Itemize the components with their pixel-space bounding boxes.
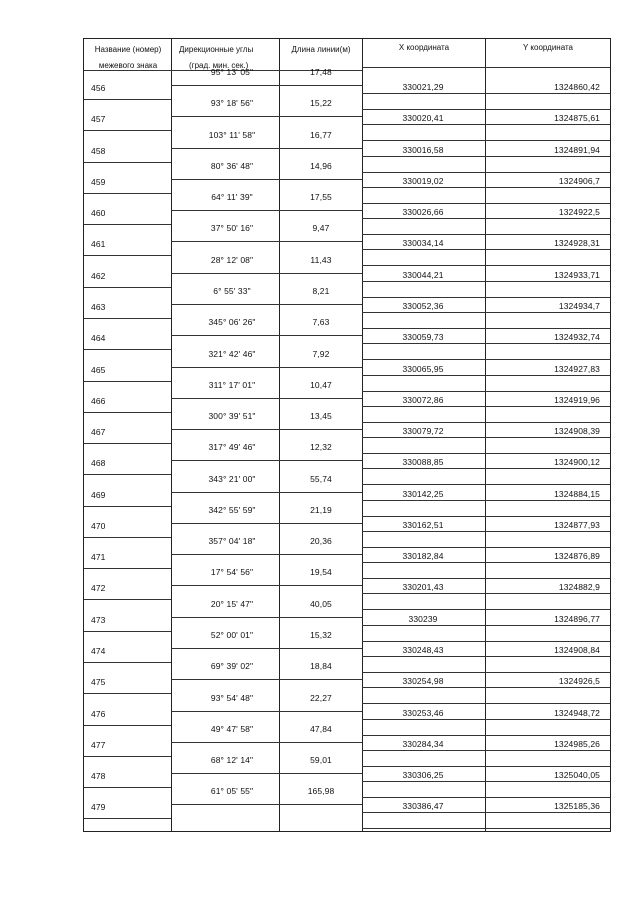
point-underline: [362, 422, 610, 423]
point-underline: [84, 162, 171, 163]
point-name: 474: [91, 646, 106, 657]
header-name-line1: Название (номер): [94, 45, 162, 54]
point-underline: [362, 750, 610, 751]
point-y: 1324891,94: [554, 144, 600, 155]
segment-length: 14,96: [310, 160, 332, 171]
point-name: 468: [91, 458, 106, 469]
point-x: 330182,84: [402, 551, 444, 562]
segment-length: 22,27: [310, 692, 332, 703]
boundary-coordinates-table: [83, 38, 611, 832]
segment-length: 47,84: [310, 723, 332, 734]
segment-length: 13,45: [310, 411, 332, 422]
point-underline: [362, 531, 610, 532]
segment-underline: [279, 554, 362, 555]
segment-length: 21,19: [310, 504, 332, 515]
point-x: 330026,66: [402, 207, 444, 218]
point-underline: [84, 193, 171, 194]
segment-underline: [279, 585, 362, 586]
point-underline: [362, 93, 610, 94]
segment-length: 9,47: [312, 223, 330, 234]
segment-underline: [279, 116, 362, 117]
point-underline: [362, 766, 610, 767]
point-underline: [362, 140, 610, 141]
point-underline: [362, 812, 610, 813]
point-x: 330142,25: [402, 488, 444, 499]
segment-underline: [171, 367, 279, 368]
point-name: 456: [91, 83, 106, 93]
point-y: 1324875,61: [554, 113, 600, 124]
point-x: 330201,43: [402, 582, 444, 593]
point-y: 1324934,7: [558, 300, 600, 311]
point-underline: [362, 359, 610, 360]
point-underline: [84, 756, 171, 757]
point-underline: [84, 99, 171, 100]
segment-underline: [279, 773, 362, 774]
segment-underline: [171, 273, 279, 274]
point-y: 1324876,89: [554, 551, 600, 562]
point-x: 330059,73: [402, 332, 444, 343]
point-underline: [362, 547, 610, 548]
segment-length: 8,21: [312, 285, 330, 296]
point-underline: [362, 656, 610, 657]
segment-underline: [279, 429, 362, 430]
point-name: 467: [91, 427, 106, 438]
segment-underline: [279, 492, 362, 493]
point-x: 330044,21: [402, 269, 444, 280]
segment-angle: 345° 06' 26": [208, 317, 256, 328]
segment-underline: [279, 460, 362, 461]
segment-length: 20,36: [310, 536, 332, 547]
column-divider: [485, 39, 486, 831]
point-underline: [84, 130, 171, 131]
segment-angle: 357° 04' 18": [208, 536, 256, 547]
point-underline: [362, 797, 610, 798]
segment-underline: [279, 398, 362, 399]
point-underline: [84, 287, 171, 288]
point-y: 1325040,05: [554, 770, 600, 781]
point-underline: [362, 593, 610, 594]
point-underline: [362, 828, 610, 829]
point-underline: [84, 818, 171, 819]
point-underline: [362, 281, 610, 282]
point-y: 1324926,5: [558, 676, 600, 687]
point-underline: [84, 224, 171, 225]
point-underline: [362, 687, 610, 688]
segment-underline: [171, 148, 279, 149]
point-underline: [84, 693, 171, 694]
segment-underline: [279, 648, 362, 649]
point-underline: [84, 568, 171, 569]
point-y: 1324928,31: [554, 238, 600, 249]
point-name: 464: [91, 333, 106, 344]
point-underline: [84, 443, 171, 444]
segment-length: 59,01: [310, 755, 332, 766]
point-x: 330386,47: [402, 801, 444, 812]
segment-underline: [171, 617, 279, 618]
segment-underline: [171, 460, 279, 461]
segment-length: 40,05: [310, 598, 332, 609]
point-x: 330072,86: [402, 394, 444, 405]
segment-length: 7,92: [312, 348, 330, 359]
segment-length: 12,32: [310, 442, 332, 453]
segment-angle: 52° 00' 01": [210, 630, 254, 641]
segment-underline: [171, 742, 279, 743]
point-name: 463: [91, 301, 106, 312]
segment-angle: 68° 12' 14": [210, 755, 254, 766]
segment-underline: [171, 523, 279, 524]
point-underline: [362, 406, 610, 407]
segment-angle: 64° 11' 39": [211, 192, 253, 203]
header-name-line2: межевого знака: [98, 61, 158, 70]
point-y: 1324877,93: [554, 519, 600, 530]
segment-length: 15,22: [310, 98, 332, 109]
point-underline: [362, 641, 610, 642]
header-y: Y координата: [522, 43, 574, 52]
point-name: 473: [91, 614, 106, 625]
point-y: 1324860,42: [554, 82, 600, 92]
point-name: 469: [91, 489, 106, 500]
segment-underline: [279, 367, 362, 368]
segment-length: 16,77: [310, 129, 332, 140]
segment-underline: [279, 523, 362, 524]
point-underline: [84, 474, 171, 475]
segment-underline: [279, 273, 362, 274]
point-underline: [362, 781, 610, 782]
segment-angle: 300° 39' 51": [208, 411, 256, 422]
segment-underline: [279, 241, 362, 242]
point-underline: [362, 719, 610, 720]
point-underline: [362, 187, 610, 188]
point-underline: [362, 218, 610, 219]
segment-underline: [279, 210, 362, 211]
point-underline: [84, 725, 171, 726]
point-x: 330034,14: [402, 238, 444, 249]
point-underline: [84, 506, 171, 507]
segment-angle: 342° 55' 59": [208, 504, 256, 515]
point-underline: [362, 343, 610, 344]
point-underline: [362, 468, 610, 469]
point-x: 330019,02: [402, 175, 444, 186]
point-y: 1324896,77: [554, 613, 600, 624]
point-name: 477: [91, 739, 106, 750]
point-underline: [362, 109, 610, 110]
point-underline: [362, 391, 610, 392]
segment-underline: [279, 679, 362, 680]
point-underline: [84, 537, 171, 538]
point-x: 330052,36: [402, 300, 444, 311]
point-underline: [362, 172, 610, 173]
segment-underline: [171, 241, 279, 242]
point-underline: [362, 562, 610, 563]
point-y: 1324908,39: [554, 426, 600, 437]
point-underline: [84, 787, 171, 788]
segment-angle: 69° 39' 02": [210, 661, 254, 672]
segment-angle: 80° 36' 48": [210, 160, 254, 171]
point-name: 475: [91, 677, 106, 688]
point-underline: [362, 328, 610, 329]
segment-underline: [171, 773, 279, 774]
segment-underline: [171, 210, 279, 211]
point-underline: [362, 625, 610, 626]
point-y: 1325185,36: [554, 801, 600, 812]
segment-underline: [171, 116, 279, 117]
point-name: 466: [91, 395, 106, 406]
point-x: 330306,25: [402, 770, 444, 781]
header-underline: [84, 70, 171, 71]
point-underline: [84, 349, 171, 350]
point-x: 330016,58: [402, 144, 444, 155]
point-name: 479: [91, 802, 106, 813]
segment-length: 11,43: [310, 254, 332, 265]
segment-angle: 95° 13' 05": [210, 67, 254, 77]
point-underline: [362, 516, 610, 517]
point-underline: [84, 255, 171, 256]
point-x: 330254,98: [402, 676, 444, 687]
point-underline: [362, 203, 610, 204]
segment-underline: [171, 804, 279, 805]
segment-angle: 61° 05' 55": [210, 786, 254, 797]
segment-angle: 49° 47' 58": [210, 723, 254, 734]
segment-length: 18,84: [310, 661, 332, 672]
segment-angle: 17° 54' 56": [210, 567, 254, 578]
point-underline: [362, 265, 610, 266]
segment-underline: [171, 648, 279, 649]
point-underline: [362, 500, 610, 501]
segment-angle: 311° 17' 01": [208, 379, 256, 390]
segment-length: 165,98: [307, 786, 335, 797]
point-name: 462: [91, 270, 106, 281]
point-x: 330021,29: [402, 82, 444, 92]
point-name: 458: [91, 145, 106, 156]
point-x: 330020,41: [402, 113, 444, 124]
point-y: 1324932,74: [554, 332, 600, 343]
segment-angle: 28° 12' 08": [210, 254, 254, 265]
point-underline: [362, 703, 610, 704]
point-name: 470: [91, 520, 106, 531]
point-underline: [362, 375, 610, 376]
point-underline: [362, 609, 610, 610]
segment-underline: [171, 85, 279, 86]
segment-angle: 103° 11' 58": [208, 129, 256, 140]
header-angle-line1: Дирекционные углы: [179, 45, 254, 54]
segment-length: 17,55: [310, 192, 332, 203]
segment-length: 17,48: [310, 67, 332, 77]
header-length: Длина линии(м): [291, 45, 351, 54]
segment-underline: [171, 554, 279, 555]
point-x: 330253,46: [402, 707, 444, 718]
point-name: 476: [91, 708, 106, 719]
point-name: 472: [91, 583, 106, 594]
point-underline: [362, 672, 610, 673]
point-name: 460: [91, 208, 106, 219]
point-underline: [84, 599, 171, 600]
segment-underline: [171, 492, 279, 493]
segment-underline: [171, 679, 279, 680]
point-x: 330248,43: [402, 645, 444, 656]
point-name: 461: [91, 239, 106, 250]
segment-length: 55,74: [310, 473, 332, 484]
point-x: 330079,72: [402, 426, 444, 437]
segment-angle: 317° 49' 46": [208, 442, 256, 453]
segment-underline: [279, 148, 362, 149]
segment-angle: 343° 21' 00": [208, 473, 256, 484]
point-y: 1324900,12: [554, 457, 600, 468]
point-underline: [362, 578, 610, 579]
point-underline: [84, 381, 171, 382]
point-underline: [362, 297, 610, 298]
point-x: 330239: [408, 613, 438, 624]
segment-underline: [279, 711, 362, 712]
segment-angle: 37° 50' 16": [210, 223, 254, 234]
point-underline: [362, 234, 610, 235]
point-y: 1324948,72: [554, 707, 600, 718]
header-angle-line2: (град. мин. сек.): [189, 61, 249, 70]
segment-length: 15,32: [310, 630, 332, 641]
point-underline: [362, 437, 610, 438]
point-underline: [362, 484, 610, 485]
point-y: 1324933,71: [554, 269, 600, 280]
segment-underline: [279, 304, 362, 305]
header-x: X координата: [398, 43, 450, 52]
segment-angle: 6° 55' 33": [213, 285, 251, 296]
point-underline: [362, 735, 610, 736]
point-name: 457: [91, 114, 106, 125]
point-name: 465: [91, 364, 106, 375]
point-y: 1324906,7: [558, 175, 600, 186]
segment-underline: [279, 85, 362, 86]
point-x: 330065,95: [402, 363, 444, 374]
point-y: 1324882,9: [558, 582, 600, 593]
segment-underline: [279, 617, 362, 618]
point-name: 471: [91, 552, 106, 563]
segment-underline: [171, 398, 279, 399]
point-underline: [84, 318, 171, 319]
segment-angle: 93° 18' 56": [210, 98, 254, 109]
header-underline: [362, 67, 610, 68]
point-x: 330284,34: [402, 738, 444, 749]
point-underline: [362, 453, 610, 454]
point-y: 1324919,96: [554, 394, 600, 405]
point-y: 1324922,5: [558, 207, 600, 218]
segment-underline: [279, 742, 362, 743]
point-name: 478: [91, 771, 106, 782]
point-x: 330162,51: [402, 519, 444, 530]
segment-underline: [171, 179, 279, 180]
point-underline: [84, 631, 171, 632]
segment-underline: [171, 585, 279, 586]
point-underline: [362, 124, 610, 125]
segment-angle: 20° 15' 47": [210, 598, 254, 609]
point-y: 1324927,83: [554, 363, 600, 374]
segment-length: 10,47: [310, 379, 332, 390]
point-x: 330088,85: [402, 457, 444, 468]
point-underline: [362, 156, 610, 157]
point-underline: [84, 662, 171, 663]
segment-underline: [279, 179, 362, 180]
segment-underline: [171, 711, 279, 712]
column-divider: [279, 39, 280, 831]
point-underline: [362, 312, 610, 313]
segment-underline: [171, 429, 279, 430]
segment-underline: [279, 804, 362, 805]
segment-length: 7,63: [312, 317, 330, 328]
point-name: 459: [91, 176, 106, 187]
segment-underline: [279, 335, 362, 336]
point-y: 1324985,26: [554, 738, 600, 749]
column-divider: [171, 39, 172, 831]
point-underline: [84, 412, 171, 413]
segment-underline: [171, 304, 279, 305]
point-y: 1324908,84: [554, 645, 600, 656]
point-y: 1324884,15: [554, 488, 600, 499]
point-underline: [362, 249, 610, 250]
segment-length: 19,54: [310, 567, 332, 578]
segment-angle: 321° 42' 46": [208, 348, 256, 359]
segment-angle: 93° 54' 48": [210, 692, 254, 703]
segment-underline: [171, 335, 279, 336]
